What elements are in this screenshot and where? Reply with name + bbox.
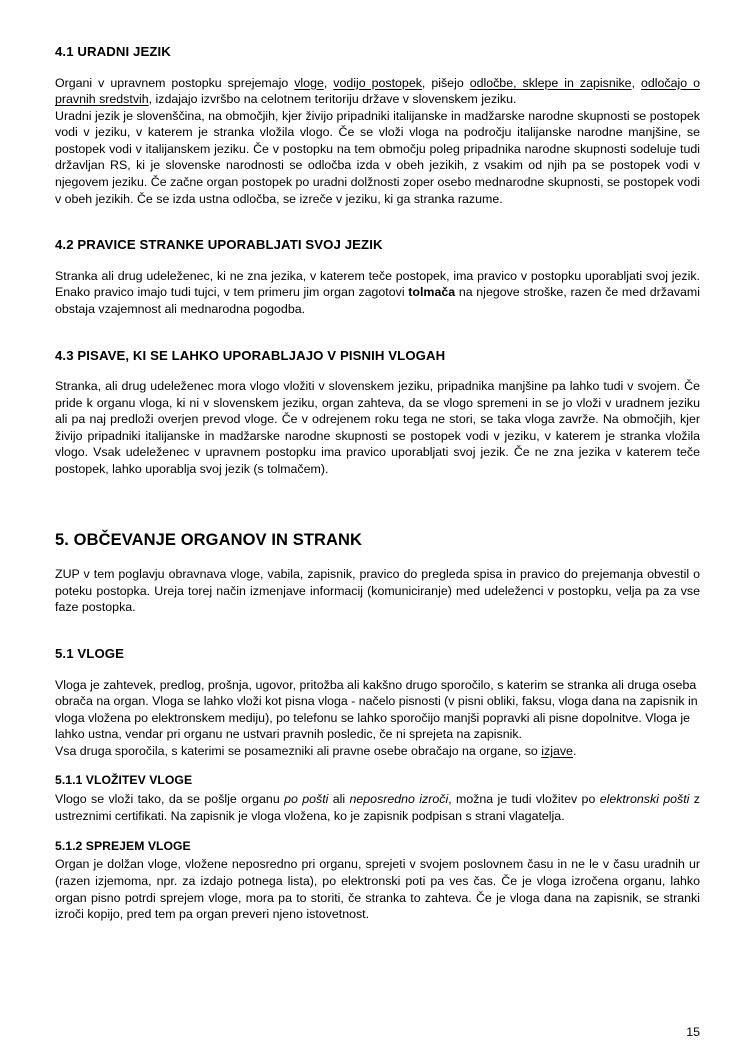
text-run: , pišejo <box>421 75 470 90</box>
text-run: , <box>631 75 641 90</box>
text-run: . <box>572 743 577 758</box>
italic-term: po pošti <box>284 792 329 807</box>
text-run: Vsa druga sporočila, s katerimi se posamezniki ali pravne osebe obračajo na organe, so <box>55 743 542 758</box>
section-heading-5: 5. OBČEVANJE ORGANOV IN STRANK <box>55 530 363 549</box>
underlined-term: odločbe, sklepe in zapisnike <box>469 75 632 90</box>
paragraph <box>55 743 700 760</box>
page-number: 15 <box>686 1025 700 1039</box>
underlined-term: izjave <box>541 743 573 758</box>
paragraph <box>55 108 700 208</box>
section-heading-5-1-2: 5.1.2 SPREJEM VLOGE <box>55 838 191 853</box>
text-run: Uradni jezik je slovenščina, na območjih, kjer živijo pripadniki italijanske in madžarske narodne skupnosti se postopek vodi v jeziku, v katerem je stranka vložila vlogo. Če se vloži vloga na področju italijanske narodne manjšine, se postopek vodi v italijanskem jeziku. Če v postopku na tem območju poleg pripadnika narodne skupnosti sodeluje tudi državljan RS, ki je slovenske narodnosti se odločba izda v obeh jezikih, z vsakim od njih pa se postopek vodi v njegovem jeziku. Če začne organ postopek po uradni dolžnosti zoper osebo mednarodne skupnosti, se postopek vodi v obeh jezikih. Če se izda ustna odločba, se izreče v jeziku, ki ga stranka razume. <box>55 108 700 206</box>
paragraph <box>55 677 700 743</box>
section-spacer <box>55 759 700 773</box>
heading-spacer <box>55 61 700 75</box>
document-content <box>55 44 700 923</box>
section-heading-4-2: 4.2 PRAVICE STRANKE UPORABLJATI SVOJ JEZIK <box>55 237 383 253</box>
text-run: Stranka, ali drug udeleženec mora vlogo vložiti v slovenskem jeziku, pripadnika manjšine pa lahko tudi v svojem. Če pride k organu vloga, ki ni v slovenskem jeziku, organ zahteva, da se vlogo spremeni in se jo vloži v uradnem jeziku ali pa naj predloži overjen prevod vloge. Če v odrejenem roku tega ne stori, se taka vloga zavrže. Na območjih, kjer živijo pripadniki italijanske in madžarske narodne skupnosti se postopek vodi v jeziku, v katerem je stranka vložila vlogo. Vsak udeleženec v upravnem postopku ima pravico uporabljati svoj jezik. Če ne zna jezika v katerem teče postopek, lahko uporablja svoj jezik (s tolmačem). <box>55 379 700 476</box>
section-heading-5-1: 5.1 VLOGE <box>55 646 125 661</box>
section-spacer <box>55 207 700 237</box>
paragraph <box>55 268 700 318</box>
bold-term: tolmača <box>408 285 456 300</box>
section-spacer <box>55 318 700 348</box>
text-run: ali <box>328 792 350 807</box>
section-heading-4-3: 4.3 PISAVE, KI SE LAHKO UPORABLJAJO V PISNIH VLOGAH <box>55 347 446 363</box>
underlined-term: odločajo o pravnih sredstvih <box>55 75 701 107</box>
text-run: , <box>323 75 334 90</box>
paragraph <box>55 566 700 616</box>
paragraph <box>55 378 700 478</box>
text-run: z ustreznimi certifikati. Na zapisnik je vloga vložena, ko je zapisnik podpisan s strani vlagatelja. <box>55 792 700 823</box>
paragraph <box>55 75 700 108</box>
text-run: na njegove stroške, razen če med državami obstaja vzajemnost ali mednarodna pogodba. <box>55 285 700 316</box>
text-run: , izdajajo izvršbo na celotnem teritoriju države v slovenskem jeziku. <box>148 92 517 107</box>
heading-spacer <box>55 663 700 677</box>
text-run: Organi v upravnem postopku sprejemajo <box>55 75 295 90</box>
section-heading-4-1: 4.1 URADNI JEZIK <box>55 44 171 59</box>
paragraph <box>55 856 700 922</box>
section-heading-5-1-1: 5.1.1 VLOŽITEV VLOGE <box>55 773 193 788</box>
text-run: Vlogo se vloži tako, da se pošlje organu <box>55 792 285 807</box>
italic-term: elektronski pošti <box>599 792 690 807</box>
heading-spacer <box>55 550 700 566</box>
heading-spacer <box>55 254 700 268</box>
underlined-term: vodijo postopek <box>333 75 422 90</box>
underlined-term: vloge <box>294 75 324 90</box>
text-run: Vloga je zahtevek, predlog, prošnja, ugovor, pritožba ali kakšno drugo sporočilo, s katerim se stranka ali druga oseba obrača na organ. Vloga se lahko vloži kot pisna vloga - načelo pisnosti (v pisni obliki, faksu, vloga dana na zapisnik in vloga vložena po elektronskem mediju), po telefonu se lahko sporočijo manjši popravki ali pisne dopolnitve. Vloga je lahko ustna, vendar pri organu ne ustvari pravnih posledic, če ni sprejeta na zapisnik. <box>55 677 698 742</box>
text-run: Organ je dolžan vloge, vložene neposredno pri organu, sprejeti v svojem poslovnem času in ne le v času uradnih ur (razen izjemoma, npr. za izdajo potnega lista), po elektronski poti pa ves čas. Če je vloga izročena organu, lahko organ pisno potrdi sprejem vloge, mora pa to storiti, če stranka to zahteva. Če je vloga dana na zapisnik, se stranki izroči kopijo, pred tem pa organ preveri njeno istovetnost. <box>55 857 700 922</box>
section-spacer <box>55 478 700 530</box>
heading-spacer <box>55 364 700 378</box>
paragraph <box>55 791 700 824</box>
text-run: , možna je tudi vložitev po <box>448 792 600 807</box>
section-spacer <box>55 616 700 646</box>
italic-term: neposredno izroči <box>349 792 449 807</box>
text-run: Stranka ali drug udeleženec, ki ne zna jezika, v katerem teče postopek, ima pravico v postopku uporabljati svoj jezik. Enako pravico imajo tudi tujci, v tem primeru jim organ zagotovi <box>55 268 700 300</box>
text-run: ZUP v tem poglavju obravnava vloge, vabila, zapisnik, pravico do pregleda spisa in pravico do prejemanja obvestil o poteku postopka. Ureja torej način izmenjave informacij (komuniciranje) med udeleženci v postopku, velja pa za vse faze postopka. <box>55 567 700 615</box>
section-spacer <box>55 825 700 839</box>
